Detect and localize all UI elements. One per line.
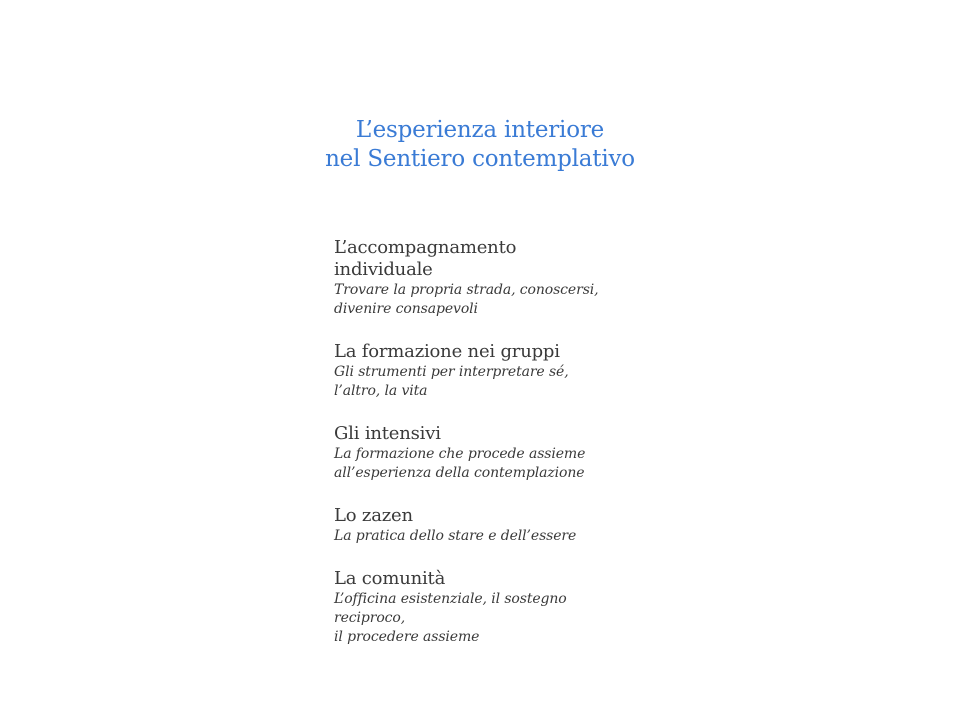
item-description bbox=[334, 363, 634, 401]
item-description bbox=[334, 527, 634, 546]
item-description-line: divenire consapevoli bbox=[334, 301, 478, 317]
item-heading bbox=[334, 568, 634, 590]
item-description-line: L’officina esistenziale, il sostegno bbox=[334, 591, 567, 607]
list-item bbox=[334, 341, 634, 401]
list-item bbox=[334, 237, 634, 319]
item-heading-line: Lo zazen bbox=[334, 505, 413, 526]
item-heading-line: La formazione nei gruppi bbox=[334, 341, 560, 362]
item-heading bbox=[334, 341, 634, 363]
item-heading-line: La comunità bbox=[334, 568, 446, 589]
item-description bbox=[334, 590, 634, 647]
item-description-line: all’esperienza della contemplazione bbox=[334, 465, 585, 481]
page-title bbox=[0, 116, 960, 174]
item-description-line: l’altro, la vita bbox=[334, 383, 428, 399]
item-description-line: Trovare la propria strada, conoscersi, bbox=[334, 282, 599, 298]
item-heading bbox=[334, 237, 634, 281]
title-line-1: L’esperienza interiore bbox=[355, 117, 605, 143]
item-description-line: Gli strumenti per interpretare sé, bbox=[334, 364, 569, 380]
item-heading-line: Gli intensivi bbox=[334, 423, 441, 444]
item-heading-line: L’accompagnamento bbox=[334, 237, 517, 258]
title-line-2: nel Sentiero contemplativo bbox=[325, 146, 635, 172]
item-heading-line: individuale bbox=[334, 259, 433, 280]
item-description bbox=[334, 281, 634, 319]
item-description bbox=[334, 445, 634, 483]
item-description-line: La pratica dello stare e dell’essere bbox=[334, 528, 577, 544]
list-item bbox=[334, 423, 634, 483]
item-description-line: La formazione che procede assieme bbox=[334, 446, 586, 462]
item-description-line: il procedere assieme bbox=[334, 629, 480, 645]
item-description-line: reciproco, bbox=[334, 610, 406, 626]
item-heading bbox=[334, 505, 634, 527]
item-heading bbox=[334, 423, 634, 445]
list-item bbox=[334, 505, 634, 546]
list-item bbox=[334, 568, 634, 647]
topic-list bbox=[334, 237, 634, 669]
